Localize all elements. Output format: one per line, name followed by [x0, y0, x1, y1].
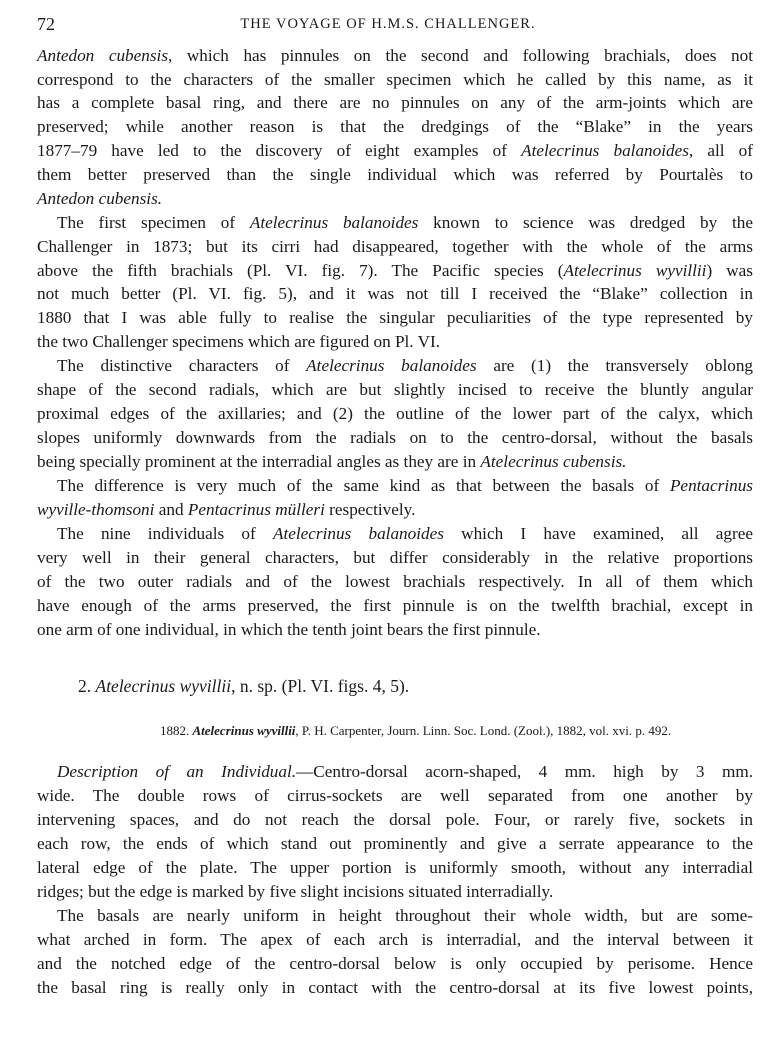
text-segment: 1880 that I was able fully to realise the singular peculiarities of the type represented by — [37, 308, 753, 327]
text-segment: The basals are nearly uniform in height throughout their whole width, but are some- — [57, 906, 753, 925]
text-line — [57, 475, 753, 497]
text-line — [37, 331, 753, 353]
text-line — [57, 212, 753, 234]
italic-text: Atelecrinus cubensis. — [480, 452, 627, 471]
italic-text: Antedon cubensis. — [37, 189, 163, 208]
text-line — [37, 379, 753, 401]
text-line — [37, 188, 753, 210]
text-segment: proximal edges of the axillaries; and (2) the outline of the lower part of the calyx, which — [37, 404, 753, 423]
text-segment: each row, the ends of which stand out prominently and give a serrate appearance to the — [37, 834, 753, 853]
text-line — [37, 283, 753, 305]
text-line — [37, 571, 753, 593]
text-line — [37, 547, 753, 569]
text-line — [37, 953, 753, 975]
text-line — [37, 451, 753, 473]
text-line — [37, 785, 753, 807]
text-segment: of the two outer radials and of the lowest brachials respectively. In all of them which — [37, 572, 753, 591]
text-segment: 1877–79 have led to the discovery of eight examples of — [37, 141, 522, 160]
text-line — [37, 857, 753, 879]
text-segment: , which has pinnules on the second and following brachials, does not — [168, 46, 753, 65]
text-segment: The nine individuals of — [57, 524, 273, 543]
text-segment: shape of the second radials, which are but slightly incised to receive the bluntly angular — [37, 380, 753, 399]
text-line — [37, 833, 753, 855]
text-line — [57, 355, 753, 377]
page-number: 72 — [37, 14, 55, 34]
species-name: Atelecrinus wyvillii — [95, 676, 232, 696]
section-heading — [78, 676, 409, 697]
text-line — [37, 619, 753, 641]
text-segment: wide. The double rows of cirrus-sockets are well separated from one another by — [37, 786, 753, 805]
text-line — [37, 427, 753, 449]
text-segment: preserved; while another reason is that the dredgings of the “Blake” in the years — [37, 117, 753, 136]
text-line — [37, 116, 753, 138]
text-segment: intervening spaces, and do not reach the dorsal pole. Four, or rarely five, sockets in — [37, 810, 753, 829]
text-line — [37, 236, 753, 258]
reference-citation: , P. H. Carpenter, Journ. Linn. Soc. Lond. (Zool.), 1882, vol. xvi. p. 492. — [295, 723, 672, 738]
text-segment: respectively. — [324, 500, 416, 519]
text-segment: Challenger in 1873; but its cirri had disappeared, together with the whole of the arms — [37, 237, 753, 256]
text-segment: and the notched edge of the centro-dorsal below is only occupied by perisome. Hence — [37, 954, 753, 973]
italic-text: Pentacrinus — [669, 476, 753, 495]
text-segment: slopes uniformly downwards from the radials on to the centro-dorsal, without the basals — [37, 428, 753, 447]
text-segment: lateral edge of the plate. The upper portion is uniformly smooth, without any interradial — [37, 858, 753, 877]
text-segment: are (1) the transversely oblong — [476, 356, 754, 375]
text-line — [37, 164, 753, 186]
text-segment: being specially prominent at the interradial angles as they are in — [37, 452, 481, 471]
text-line — [57, 905, 753, 927]
section-heading-rest: , n. sp. (Pl. VI. figs. 4, 5). — [231, 676, 410, 696]
text-segment: The difference is very much of the same kind as that between the basals of — [57, 476, 670, 495]
text-segment: above the fifth brachials (Pl. VI. fig. 7). The Pacific species ( — [37, 261, 564, 280]
italic-text: Antedon cubensis — [37, 46, 169, 65]
text-segment: very well in their general characters, but differ considerably in the relative proportions — [37, 548, 753, 567]
text-line — [57, 523, 753, 545]
italic-text: Pentacrinus mülleri — [187, 500, 325, 519]
text-line — [37, 92, 753, 114]
section-number: 2. — [78, 676, 92, 696]
text-line — [37, 929, 753, 951]
text-line — [37, 260, 753, 282]
text-segment: The distinctive characters of — [57, 356, 307, 375]
text-line — [37, 140, 753, 162]
text-segment: and — [154, 500, 188, 519]
text-line — [37, 595, 753, 617]
italic-text: Atelecrinus wyvillii — [563, 261, 707, 280]
text-line — [37, 809, 753, 831]
reference-year: 1882. — [160, 723, 190, 738]
text-segment: , all of — [688, 141, 753, 160]
text-segment: ridges; but the edge is marked by five slight incisions situated interradially. — [37, 882, 554, 901]
text-segment: them better preserved than the single individual which was referred by Pourtalès to — [37, 165, 753, 184]
text-segment: correspond to the characters of the smaller specimen which he called by this name, as it — [37, 70, 753, 89]
text-segment: what arched in form. The apex of each arch is interradial, and the interval between it — [37, 930, 753, 949]
running-head: THE VOYAGE OF H.M.S. CHALLENGER. — [240, 16, 536, 32]
text-line — [57, 761, 753, 783]
text-line — [37, 45, 753, 67]
text-segment: known to science was dredged by the — [418, 213, 753, 232]
italic-text: Atelecrinus balanoides — [306, 356, 477, 375]
text-line — [37, 499, 753, 521]
text-line — [37, 403, 753, 425]
text-line — [37, 69, 753, 91]
italic-text: Atelecrinus balanoides — [272, 524, 444, 543]
text-segment: The first specimen of — [57, 213, 250, 232]
synonymy-reference — [160, 723, 671, 739]
text-line — [37, 881, 753, 903]
text-segment: ) was — [706, 261, 753, 280]
text-segment: the basal ring is really only in contact with the centro-dorsal at its five lowest points, — [37, 978, 753, 997]
text-line — [37, 977, 753, 999]
text-segment: have enough of the arms preserved, the first pinnule is on the twelfth brachial, except in — [37, 596, 753, 615]
reference-species: Atelecrinus wyvillii — [192, 723, 296, 738]
text-segment: not much better (Pl. VI. fig. 5), and it was not till I received the “Blake” collection in — [37, 284, 753, 303]
text-segment: one arm of one individual, in which the tenth joint bears the first pinnule. — [37, 620, 541, 639]
text-segment: which I have examined, all agree — [443, 524, 753, 543]
italic-text: wyville-thomsoni — [37, 500, 155, 519]
text-segment: the two Challenger specimens which are figured on Pl. VI. — [37, 332, 441, 351]
italic-text: Description of an Individual. — [57, 762, 297, 781]
text-line — [37, 307, 753, 329]
text-segment: —Centro-dorsal acorn-shaped, 4 mm. high by 3 mm. — [296, 762, 753, 781]
italic-text: Atelecrinus balanoides — [521, 141, 689, 160]
text-segment: has a complete basal ring, and there are no pinnules on any of the arm-joints which are — [37, 93, 753, 112]
italic-text: Atelecrinus balanoides — [249, 213, 419, 232]
